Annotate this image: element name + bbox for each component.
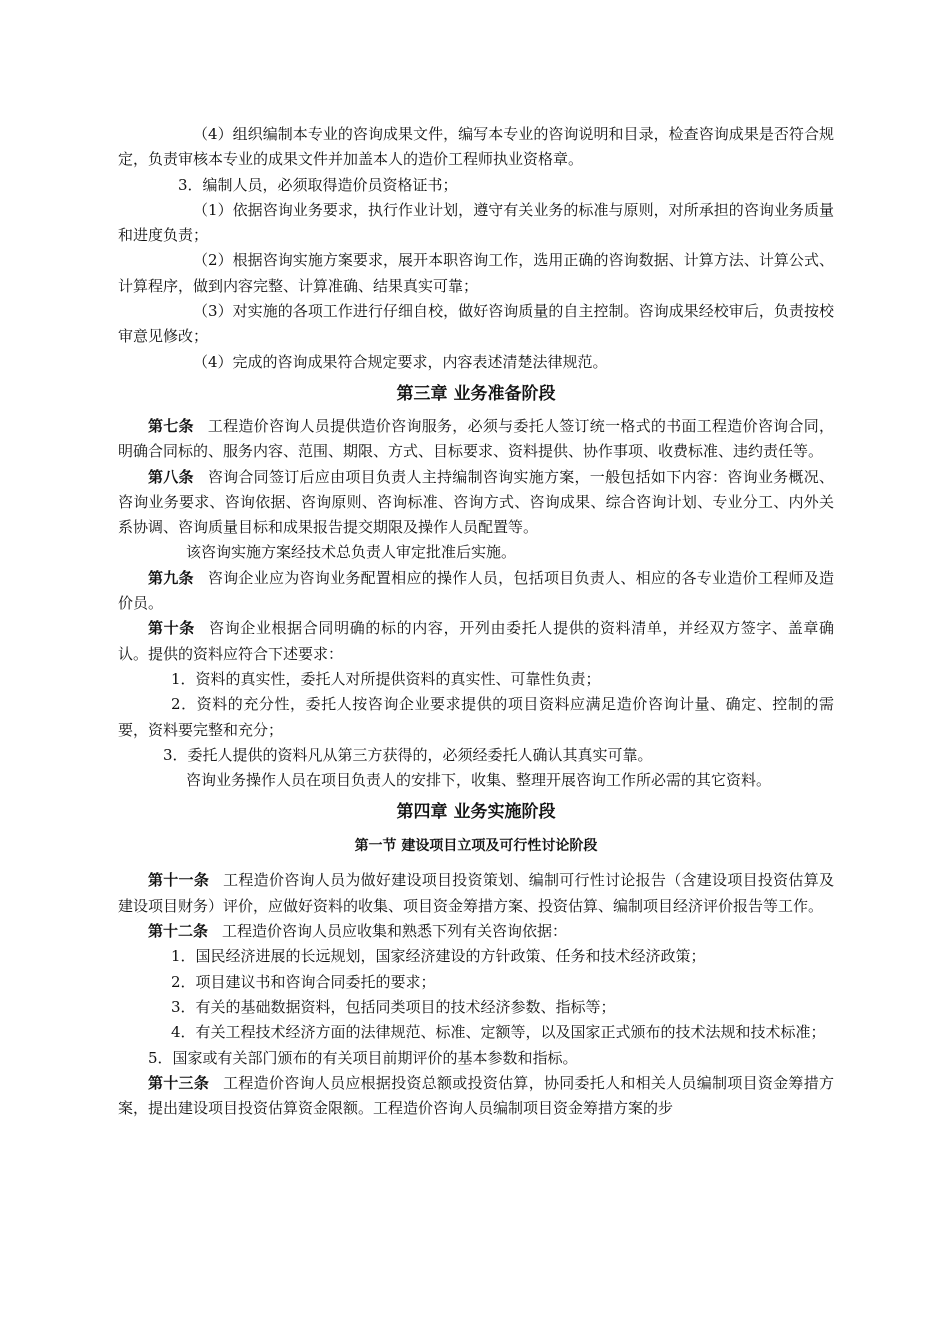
list-item: 5．国家或有关部门颁布的有关项目前期评价的基本参数和指标。 bbox=[148, 1048, 578, 1067]
section-heading: 第一节 建设项目立项及可行性讨论阶段 bbox=[354, 838, 598, 855]
article bbox=[118, 465, 834, 541]
article-label: 第七条 bbox=[148, 416, 194, 435]
chapter-heading: 第四章 业务实施阶段 bbox=[396, 802, 556, 823]
article-text: 咨询合同签订后应由项目负责人主持编制咨询实施方案，一般包括如下内容：咨询业务概况、咨询业务要求、咨询依据、咨询原则、咨询标准、咨询方式、咨询成果、综合咨询计划、专业分工、内外关系协调、咨询质量目标和成果报告提交期限及操作人员配置等。 bbox=[118, 467, 834, 537]
article-label: 第九条 bbox=[148, 568, 194, 587]
paragraph: （3）对实施的各项工作进行仔细自校，做好咨询质量的自主控制。咨询成果经校审后，负责按校审意见修改； bbox=[118, 302, 834, 346]
list-item: 1．国民经济进展的长远规划，国家经济建设的方针政策、任务和技术经济政策； bbox=[171, 947, 706, 966]
article bbox=[118, 616, 834, 667]
paragraph: 该咨询实施方案经技术总负责人审定批准后实施。 bbox=[186, 543, 517, 562]
article-text: 工程造价咨询人员应根据投资总额或投资估算，协同委托人和相关人员编制项目资金筹措方案，提出建设项目投资估算资金限额。工程造价咨询人员编制项目资金筹措方案的步 bbox=[118, 1073, 834, 1118]
document-page bbox=[118, 122, 834, 1121]
article-label: 第十三条 bbox=[148, 1073, 210, 1092]
article-label: 第八条 bbox=[148, 467, 194, 486]
article-text: 工程造价咨询人员应收集和熟悉下列有关咨询依据： bbox=[222, 922, 568, 941]
paragraph: （4）完成的咨询成果符合规定要求，内容表述清楚法律规范。 bbox=[193, 352, 608, 371]
article bbox=[118, 566, 834, 617]
article-text: 咨询企业应为咨询业务配置相应的操作人员，包括项目负责人、相应的各专业造价工程师及造价员。 bbox=[118, 568, 834, 613]
article-label: 第十一条 bbox=[148, 871, 210, 890]
article-text: 咨询企业根据合同明确的标的内容，开列由委托人提供的资料清单，并经双方签字、盖章确认。提供的资料应符合下述要求： bbox=[118, 619, 834, 663]
list-item: 3．有关的基础数据资料，包括同类项目的技术经济参数、指标等； bbox=[171, 997, 616, 1016]
article-text: 工程造价咨询人员为做好建设项目投资策划、编制可行性讨论报告（含建设项目投资估算及建设项目财务）评价，应做好资料的收集、项目资金筹措方案、投资估算、编制项目经济评价报告等工作。 bbox=[118, 871, 834, 915]
paragraph: 咨询业务操作人员在项目负责人的安排下，收集、整理开展咨询工作所必需的其它资料。 bbox=[186, 771, 772, 790]
article-label: 第十条 bbox=[148, 619, 195, 638]
chapter-heading: 第三章 业务准备阶段 bbox=[396, 383, 556, 404]
paragraph: （4）组织编制本专业的咨询成果文件，编写本专业的咨询说明和目录，检查咨询成果是否符合规定，负责审核本专业的成果文件并加盖本人的造价工程师执业资格章。 bbox=[118, 125, 834, 169]
paragraph: 3．编制人员，必须取得造价员资格证书； bbox=[178, 175, 458, 194]
list-item: 3．委托人提供的资料凡从第三方获得的，必须经委托人确认其真实可靠。 bbox=[163, 745, 653, 764]
paragraph: （2）根据咨询实施方案要求，展开本职咨询工作，选用正确的咨询数据、计算方法、计算公式、计算程序，做到内容完整、计算准确、结果真实可靠； bbox=[118, 251, 834, 295]
article-label: 第十二条 bbox=[148, 922, 209, 941]
list-item: 2．资料的充分性，委托人按咨询企业要求提供的项目资料应满足造价咨询计量、确定、控制的需要，资料要完整和充分； bbox=[118, 695, 834, 739]
article bbox=[118, 414, 834, 465]
list-item: 2．项目建议书和咨询合同委托的要求； bbox=[171, 972, 436, 991]
list-item: 4．有关工程技术经济方面的法律规范、标准、定额等，以及国家正式颁布的技术法规和技术标准； bbox=[171, 1023, 826, 1042]
article-text: 工程造价咨询人员提供造价咨询服务，必须与委托人签订统一格式的书面工程造价咨询合同，明确合同标的、服务内容、范围、期限、方式、目标要求、资料提供、协作事项、收费标准、违约责任等。 bbox=[118, 416, 834, 461]
list-item: 1．资料的真实性，委托人对所提供资料的真实性、可靠性负责； bbox=[171, 669, 601, 688]
article bbox=[118, 1071, 834, 1122]
article bbox=[118, 919, 834, 944]
article bbox=[118, 868, 834, 919]
paragraph: （1）依据咨询业务要求，执行作业计划，遵守有关业务的标准与原则，对所承担的咨询业务质量和进度负责； bbox=[118, 200, 834, 245]
